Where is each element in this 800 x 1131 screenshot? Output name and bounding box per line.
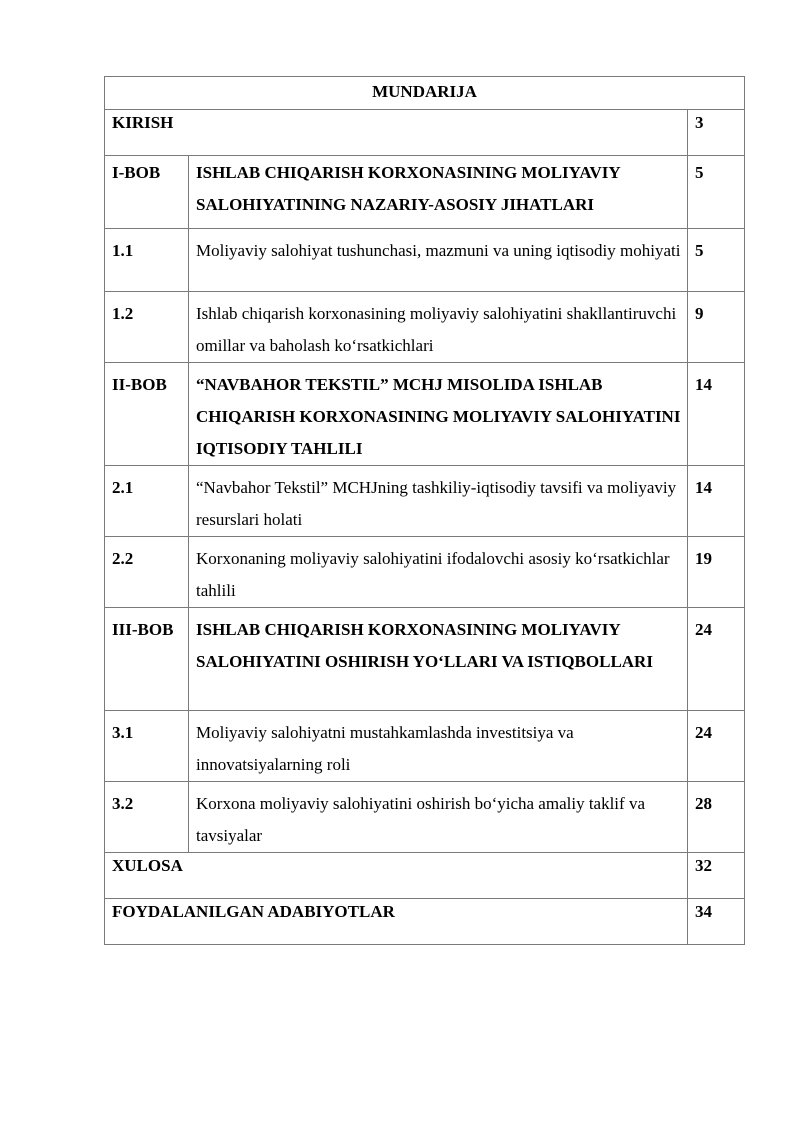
toc-row-page: 5	[695, 163, 704, 182]
toc-row-section-2-1	[105, 466, 745, 537]
toc-row-title: Moliyaviy salohiyatni mustahkamlashda investitsiya va innovatsiyalarning roli	[196, 723, 574, 774]
toc-row-number: III-BOB	[112, 620, 174, 639]
toc-intro-label: KIRISH	[112, 113, 174, 132]
toc-row-page: 24	[695, 620, 712, 639]
toc-heading: MUNDARIJA	[372, 82, 477, 101]
toc-row-number: 1.2	[112, 304, 134, 323]
toc-row-section-3-2	[105, 782, 745, 853]
toc-row-title: Ishlab chiqarish korxonasining moliyaviy salohiyatini shakllantiruvchi omillar va baholash ko‘rsatkichlari	[196, 304, 677, 355]
toc-conclusion-label: XULOSA	[112, 856, 183, 875]
toc-row-references	[105, 899, 745, 945]
toc-intro-page: 3	[695, 113, 704, 132]
toc-row-intro	[105, 110, 745, 156]
toc-row-title: ISHLAB CHIQARISH KORXONASINING MOLIYAVIY SALOHIYATINI OSHIRISH YO‘LLARI VA ISTIQBOLLARI	[196, 620, 653, 671]
toc-row-title: Korxona moliyaviy salohiyatini oshirish bo‘yicha amaliy taklif va tavsiyalar	[196, 794, 645, 845]
toc-row-number: 3.2	[112, 794, 134, 813]
toc-row-number: 2.1	[112, 478, 134, 497]
toc-row-title: Moliyaviy salohiyat tushunchasi, mazmuni va uning iqtisodiy mohiyati	[196, 241, 681, 260]
table-of-contents	[104, 76, 745, 945]
toc-row-page: 14	[695, 478, 712, 497]
toc-row-chapter-1	[105, 156, 745, 229]
toc-row-page: 19	[695, 549, 712, 568]
toc-row-number: II-BOB	[112, 375, 167, 394]
toc-row-section-1-2	[105, 292, 745, 363]
toc-row-title: “Navbahor Tekstil” MCHJning tashkiliy-iqtisodiy tavsifi va moliyaviy resurslari holati	[196, 478, 677, 529]
toc-row-number: 3.1	[112, 723, 134, 742]
toc-row-title: “NAVBAHOR TEKSTIL” MCHJ MISOLIDA ISHLAB CHIQARISH KORXONASINING MOLIYAVIY SALOHIYATINI IQTISODIY TAHLILI	[196, 375, 681, 458]
toc-heading-row	[105, 77, 745, 110]
toc-row-page: 24	[695, 723, 712, 742]
toc-conclusion-page: 32	[695, 856, 712, 875]
toc-row-page: 28	[695, 794, 712, 813]
toc-row-number: I-BOB	[112, 163, 161, 182]
toc-row-title: ISHLAB CHIQARISH KORXONASINING MOLIYAVIY SALOHIYATINING NAZARIY-ASOSIY JIHATLARI	[196, 163, 620, 214]
toc-row-section-3-1	[105, 711, 745, 782]
toc-heading-cell	[105, 77, 745, 110]
toc-row-number: 1.1	[112, 241, 134, 260]
toc-row-page: 14	[695, 375, 712, 394]
toc-row-chapter-2	[105, 363, 745, 466]
toc-row-section-1-1	[105, 229, 745, 292]
toc-row-chapter-3	[105, 608, 745, 711]
toc-row-conclusion	[105, 853, 745, 899]
toc-row-page: 5	[695, 241, 704, 260]
toc-row-page: 9	[695, 304, 704, 323]
toc-references-label: FOYDALANILGAN ADABIYOTLAR	[112, 902, 395, 921]
toc-row-title: Korxonaning moliyaviy salohiyatini ifodalovchi asosiy ko‘rsatkichlar tahlili	[196, 549, 670, 600]
toc-row-number: 2.2	[112, 549, 134, 568]
toc-row-section-2-2	[105, 537, 745, 608]
toc-references-page: 34	[695, 902, 712, 921]
